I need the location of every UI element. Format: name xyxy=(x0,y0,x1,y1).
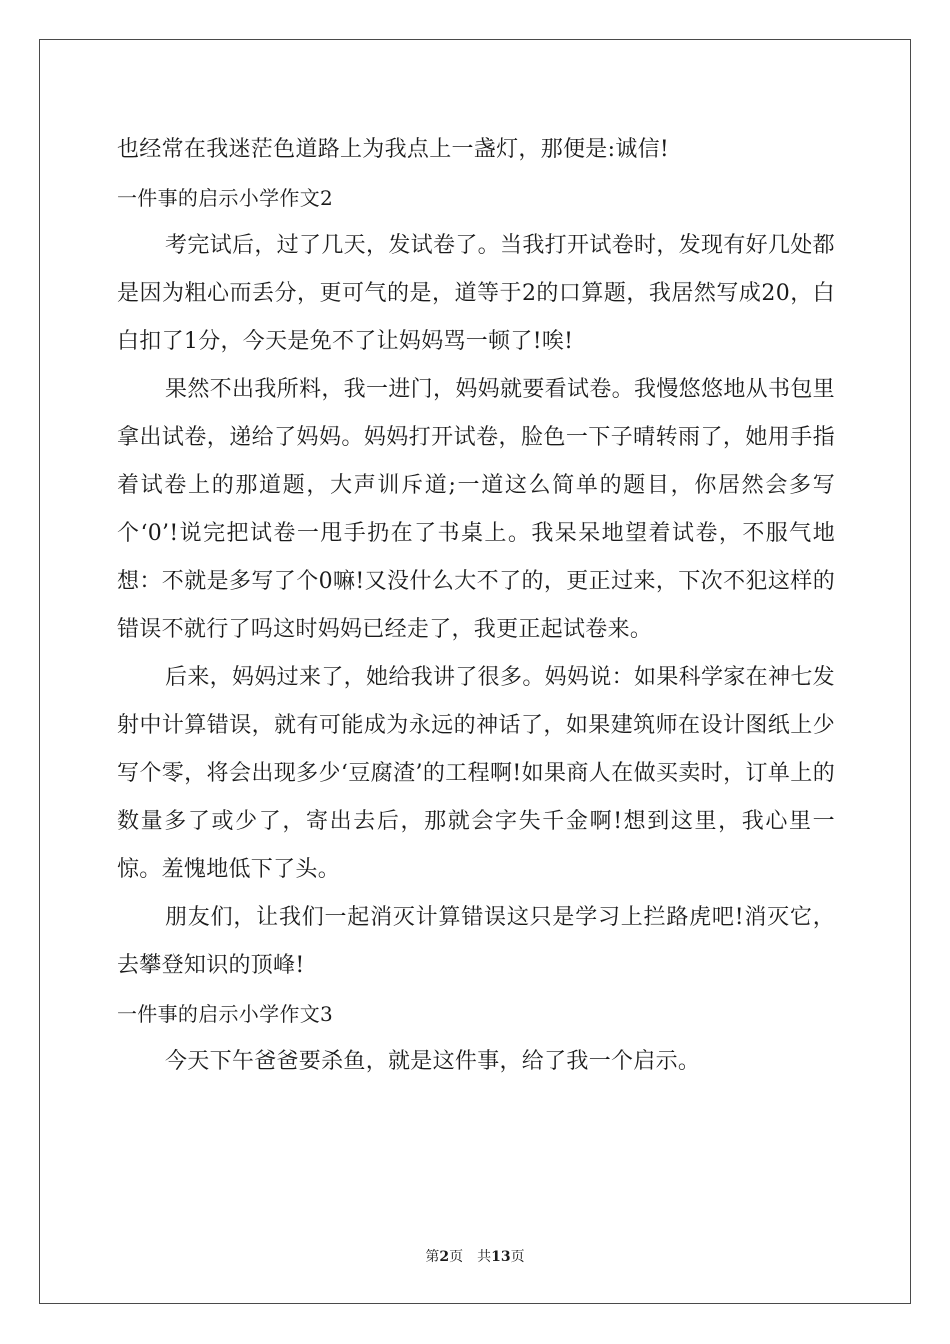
essay-heading-2: 一件事的启示小学作文2 xyxy=(117,186,334,210)
total-prefix: 共 xyxy=(477,1249,492,1265)
paragraph: 果然不出我所料，我一进门，妈妈就要看试卷。我慢悠悠地从书包里拿出试卷，递给了妈妈。妈妈打开试卷，脸色一下子晴转雨了，她用手指着试卷上的那道题，大声训斥道;一道这么简单的题目，你居然会多写个‘0’!说完把试卷一甩手扔在了书桌上。我呆呆地望着试卷，不服气地想：不就是多写了个0嘛!又没什么大不了的，更正过来，下次不犯这样的错误不就行了吗这时妈妈已经走了，我更正起试卷来。 xyxy=(117,377,835,642)
page-total: 13 xyxy=(491,1249,511,1265)
page-prefix: 第 xyxy=(425,1249,440,1265)
page-suffix: 页 xyxy=(449,1249,464,1265)
paragraph: 今天下午爸爸要杀鱼，就是这件事，给了我一个启示。 xyxy=(165,1049,701,1074)
page-current: 2 xyxy=(439,1249,450,1265)
document-body xyxy=(117,126,835,1086)
page-footer xyxy=(0,1247,950,1267)
paragraph: 后来，妈妈过来了，她给我讲了很多。妈妈说：如果科学家在神七发射中计算错误，就有可能成为永远的神话了，如果建筑师在设计图纸上少写个零，将会出现多少‘豆腐渣’的工程啊!如果商人在做买卖时，订单上的数量多了或少了，寄出去后，那就会字失千金啊!想到这里，我心里一惊。羞愧地低下了头。 xyxy=(117,665,835,882)
paragraph: 朋友们，让我们一起消灭计算错误这只是学习上拦路虎吧!消灭它，去攀登知识的顶峰! xyxy=(117,905,835,978)
essay-heading-3: 一件事的启示小学作文3 xyxy=(117,1002,334,1026)
paragraph: 考完试后，过了几天，发试卷了。当我打开试卷时，发现有好几处都是因为粗心而丢分，更可气的是，道等于2的口算题，我居然写成20，白白扣了1分，今天是免不了让妈妈骂一顿了!唉! xyxy=(117,233,835,354)
total-suffix: 页 xyxy=(510,1249,525,1265)
opening-line: 也经常在我迷茫色道路上为我点上一盏灯，那便是:诚信! xyxy=(117,137,670,162)
